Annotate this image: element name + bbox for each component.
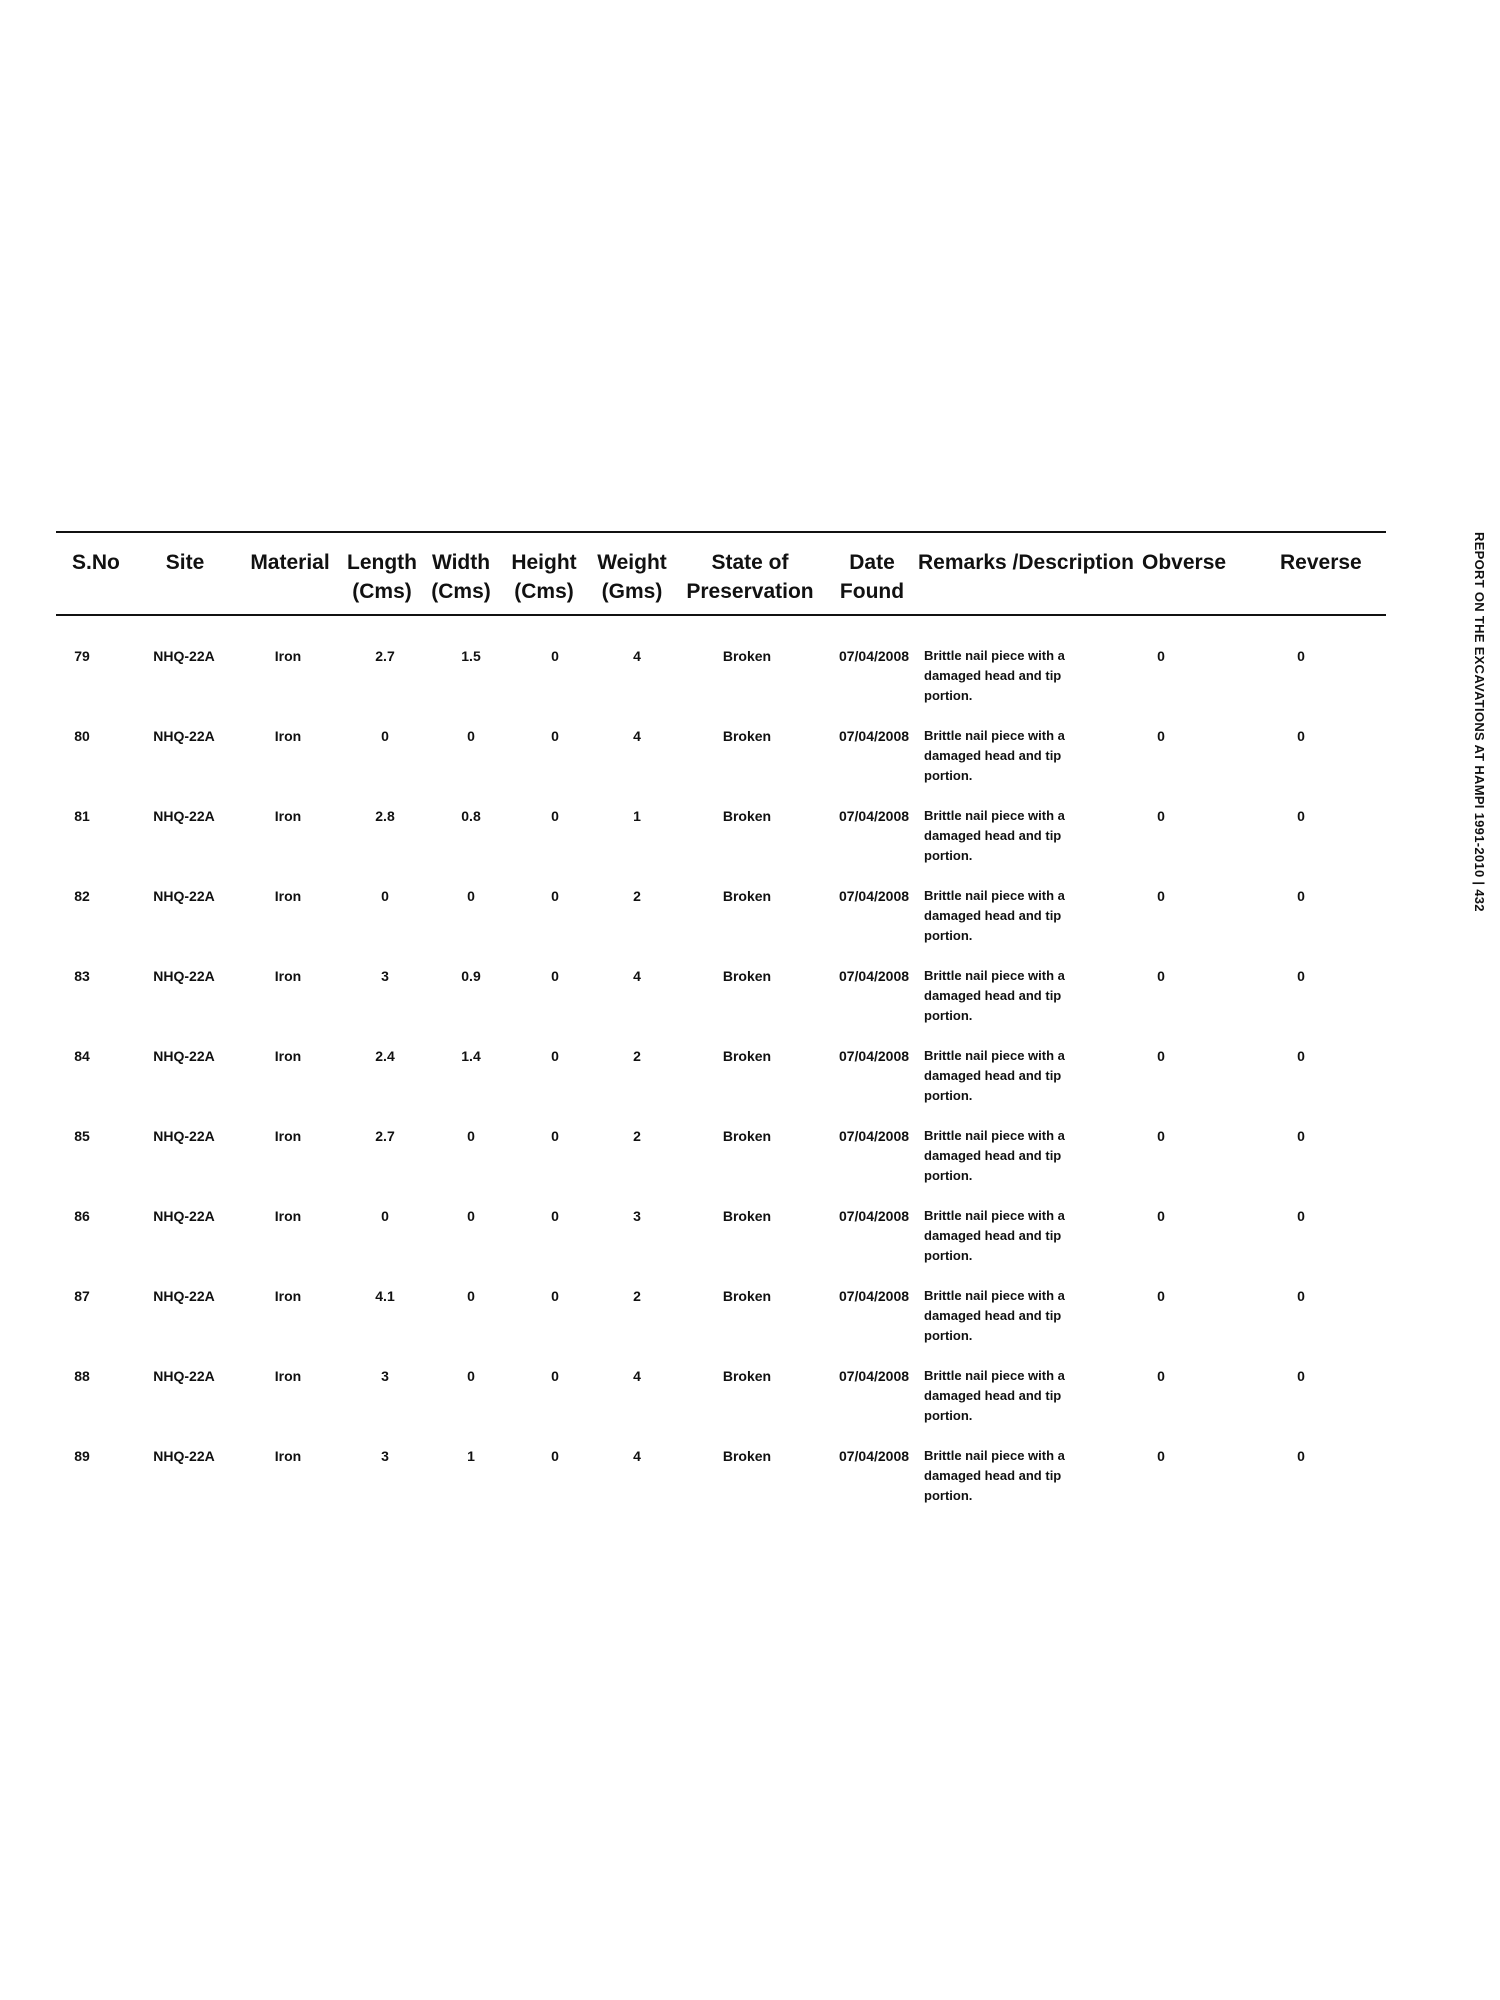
column-header-weight: Weight (Gms): [597, 551, 667, 603]
cell-date: 07/04/2008: [838, 648, 910, 664]
cell-remarks: Brittle nail piece with a damaged head and tip portion.: [924, 1368, 1065, 1423]
column-header-material: Material: [250, 551, 330, 574]
cell-state: Broken: [722, 648, 772, 664]
cell-remarks: Brittle nail piece with a damaged head and tip portion.: [924, 808, 1065, 863]
cell-sno: 86: [74, 1208, 90, 1224]
cell-material: Iron: [274, 808, 302, 824]
cell-reverse: 0: [1297, 1048, 1305, 1064]
cell-date: 07/04/2008: [838, 1368, 910, 1384]
column-header-height: Height (Cms): [511, 551, 577, 603]
cell-state: Broken: [722, 1448, 772, 1464]
cell-width: 0: [467, 1288, 475, 1304]
cell-sno: 85: [74, 1128, 90, 1144]
cell-weight: 4: [633, 968, 641, 984]
cell-sno: 88: [74, 1368, 90, 1384]
cell-reverse: 0: [1297, 888, 1305, 904]
cell-obverse: 0: [1157, 1128, 1165, 1144]
cell-sno: 89: [74, 1448, 90, 1464]
cell-obverse: 0: [1157, 808, 1165, 824]
table-row: [0, 1280, 1500, 1358]
cell-sno: 79: [74, 648, 90, 664]
table-row: [0, 720, 1500, 798]
cell-length: 2.7: [375, 1128, 395, 1144]
cell-width: 1.4: [461, 1048, 481, 1064]
cell-reverse: 0: [1297, 648, 1305, 664]
side-title-text: REPORT ON THE EXCAVATIONS AT HAMPI 1991-2010 | 432: [1472, 532, 1487, 912]
cell-width: 1: [467, 1448, 475, 1464]
cell-length: 4.1: [375, 1288, 395, 1304]
cell-weight: 1: [633, 808, 641, 824]
running-side-title: [1463, 532, 1493, 972]
cell-length: 2.4: [375, 1048, 395, 1064]
cell-weight: 4: [633, 1448, 641, 1464]
cell-date: 07/04/2008: [838, 1288, 910, 1304]
cell-material: Iron: [274, 1048, 302, 1064]
cell-height: 0: [551, 1288, 559, 1304]
cell-date: 07/04/2008: [838, 968, 910, 984]
cell-weight: 4: [633, 648, 641, 664]
cell-height: 0: [551, 648, 559, 664]
cell-weight: 4: [633, 1368, 641, 1384]
cell-height: 0: [551, 1448, 559, 1464]
cell-date: 07/04/2008: [838, 888, 910, 904]
cell-site: NHQ-22A: [153, 1208, 215, 1224]
cell-state: Broken: [722, 1128, 772, 1144]
table-top-rule: [56, 531, 1386, 533]
cell-length: 0: [381, 888, 389, 904]
column-header-site: Site: [165, 551, 205, 574]
cell-date: 07/04/2008: [838, 1048, 910, 1064]
cell-date: 07/04/2008: [838, 728, 910, 744]
cell-material: Iron: [274, 968, 302, 984]
table-row: [0, 800, 1500, 878]
cell-state: Broken: [722, 888, 772, 904]
cell-length: 0: [381, 1208, 389, 1224]
cell-state: Broken: [722, 1048, 772, 1064]
cell-height: 0: [551, 968, 559, 984]
cell-sno: 80: [74, 728, 90, 744]
cell-state: Broken: [722, 968, 772, 984]
table-header-rule: [56, 614, 1386, 616]
cell-length: 0: [381, 728, 389, 744]
cell-sno: 83: [74, 968, 90, 984]
table-row: [0, 1200, 1500, 1278]
cell-height: 0: [551, 808, 559, 824]
cell-remarks: Brittle nail piece with a damaged head and tip portion.: [924, 1288, 1065, 1343]
cell-weight: 2: [633, 1288, 641, 1304]
cell-height: 0: [551, 1208, 559, 1224]
cell-obverse: 0: [1157, 648, 1165, 664]
cell-width: 0: [467, 1368, 475, 1384]
cell-remarks: Brittle nail piece with a damaged head and tip portion.: [924, 1048, 1065, 1103]
cell-state: Broken: [722, 1208, 772, 1224]
cell-weight: 2: [633, 1048, 641, 1064]
cell-sno: 84: [74, 1048, 90, 1064]
cell-reverse: 0: [1297, 1368, 1305, 1384]
cell-site: NHQ-22A: [153, 808, 215, 824]
cell-obverse: 0: [1157, 1368, 1165, 1384]
cell-length: 2.8: [375, 808, 395, 824]
cell-site: NHQ-22A: [153, 888, 215, 904]
cell-date: 07/04/2008: [838, 1208, 910, 1224]
cell-material: Iron: [274, 1128, 302, 1144]
column-header-date: Date Found: [839, 551, 905, 603]
column-header-reverse: Reverse: [1280, 551, 1362, 574]
cell-remarks: Brittle nail piece with a damaged head and tip portion.: [924, 1208, 1065, 1263]
cell-obverse: 0: [1157, 728, 1165, 744]
cell-site: NHQ-22A: [153, 1288, 215, 1304]
cell-remarks: Brittle nail piece with a damaged head and tip portion.: [924, 888, 1065, 943]
cell-state: Broken: [722, 808, 772, 824]
cell-material: Iron: [274, 1448, 302, 1464]
cell-obverse: 0: [1157, 1048, 1165, 1064]
cell-material: Iron: [274, 1368, 302, 1384]
cell-width: 0.9: [461, 968, 481, 984]
cell-height: 0: [551, 1128, 559, 1144]
cell-obverse: 0: [1157, 888, 1165, 904]
column-header-remarks: Remarks /Description: [918, 551, 1134, 574]
cell-reverse: 0: [1297, 968, 1305, 984]
cell-material: Iron: [274, 1208, 302, 1224]
column-header-width: Width (Cms): [431, 551, 491, 603]
table-row: [0, 1040, 1500, 1118]
cell-remarks: Brittle nail piece with a damaged head and tip portion.: [924, 648, 1065, 703]
table-row: [0, 640, 1500, 718]
cell-reverse: 0: [1297, 1448, 1305, 1464]
cell-length: 3: [381, 968, 389, 984]
cell-weight: 2: [633, 888, 641, 904]
cell-weight: 2: [633, 1128, 641, 1144]
cell-material: Iron: [274, 728, 302, 744]
cell-obverse: 0: [1157, 1288, 1165, 1304]
cell-reverse: 0: [1297, 728, 1305, 744]
cell-remarks: Brittle nail piece with a damaged head and tip portion.: [924, 968, 1065, 1023]
cell-state: Broken: [722, 1288, 772, 1304]
cell-length: 3: [381, 1448, 389, 1464]
table-row: [0, 880, 1500, 958]
cell-site: NHQ-22A: [153, 648, 215, 664]
cell-date: 07/04/2008: [838, 808, 910, 824]
cell-reverse: 0: [1297, 1288, 1305, 1304]
cell-state: Broken: [722, 728, 772, 744]
cell-state: Broken: [722, 1368, 772, 1384]
cell-height: 0: [551, 888, 559, 904]
cell-remarks: Brittle nail piece with a damaged head and tip portion.: [924, 1128, 1065, 1183]
cell-site: NHQ-22A: [153, 728, 215, 744]
cell-sno: 81: [74, 808, 90, 824]
table-row: [0, 1120, 1500, 1198]
cell-height: 0: [551, 1048, 559, 1064]
cell-date: 07/04/2008: [838, 1128, 910, 1144]
column-header-sno: S.No: [72, 551, 120, 574]
table-row: [0, 960, 1500, 1038]
table-row: [0, 1440, 1500, 1518]
cell-reverse: 0: [1297, 808, 1305, 824]
cell-reverse: 0: [1297, 1128, 1305, 1144]
cell-width: 0: [467, 1128, 475, 1144]
cell-material: Iron: [274, 888, 302, 904]
cell-material: Iron: [274, 648, 302, 664]
cell-site: NHQ-22A: [153, 968, 215, 984]
cell-remarks: Brittle nail piece with a damaged head and tip portion.: [924, 1448, 1065, 1503]
cell-date: 07/04/2008: [838, 1448, 910, 1464]
cell-reverse: 0: [1297, 1208, 1305, 1224]
table-header-row: [0, 548, 1500, 608]
cell-sno: 87: [74, 1288, 90, 1304]
cell-width: 0: [467, 728, 475, 744]
cell-obverse: 0: [1157, 968, 1165, 984]
cell-site: NHQ-22A: [153, 1448, 215, 1464]
column-header-state: State of Preservation: [686, 551, 814, 603]
cell-site: NHQ-22A: [153, 1368, 215, 1384]
cell-weight: 4: [633, 728, 641, 744]
cell-sno: 82: [74, 888, 90, 904]
cell-width: 0.8: [461, 808, 481, 824]
cell-length: 2.7: [375, 648, 395, 664]
cell-remarks: Brittle nail piece with a damaged head and tip portion.: [924, 728, 1065, 783]
cell-width: 0: [467, 1208, 475, 1224]
table-row: [0, 1360, 1500, 1438]
cell-height: 0: [551, 728, 559, 744]
cell-obverse: 0: [1157, 1448, 1165, 1464]
cell-obverse: 0: [1157, 1208, 1165, 1224]
cell-material: Iron: [274, 1288, 302, 1304]
cell-length: 3: [381, 1368, 389, 1384]
cell-weight: 3: [633, 1208, 641, 1224]
cell-site: NHQ-22A: [153, 1128, 215, 1144]
cell-width: 0: [467, 888, 475, 904]
column-header-length: Length (Cms): [347, 551, 417, 603]
cell-height: 0: [551, 1368, 559, 1384]
cell-site: NHQ-22A: [153, 1048, 215, 1064]
column-header-obverse: Obverse: [1142, 551, 1227, 574]
cell-width: 1.5: [461, 648, 481, 664]
